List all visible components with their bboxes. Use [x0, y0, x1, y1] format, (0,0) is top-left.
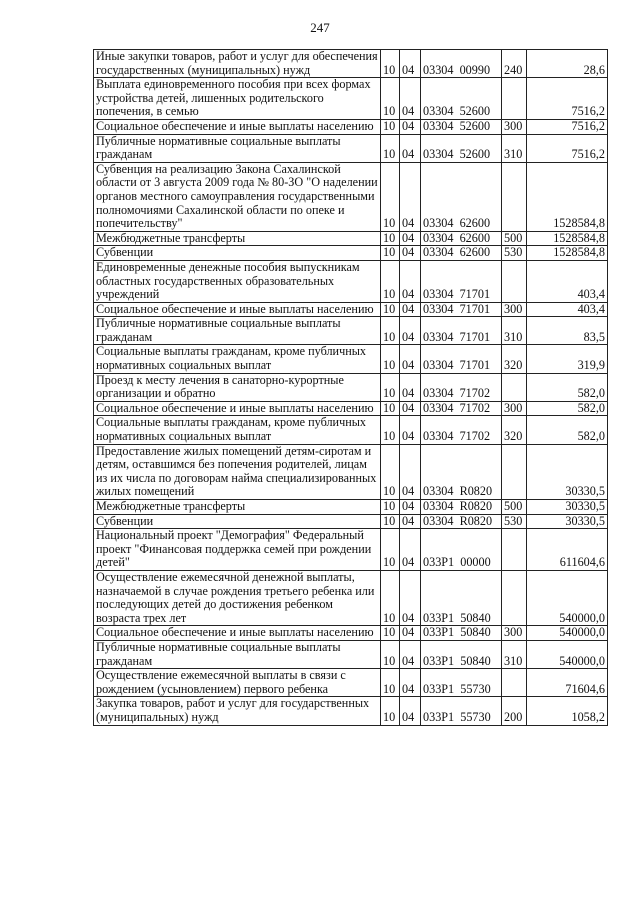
row-amount: 403,4	[527, 260, 608, 302]
row-target-article: 03304 71701	[421, 317, 502, 345]
row-name: Единовременные денежные пособия выпускникам областных государственных образовательных учреждений	[94, 260, 381, 302]
row-name: Социальное обеспечение и иные выплаты населению	[94, 119, 381, 134]
row-amount: 319,9	[527, 345, 608, 373]
row-section-code: 10	[381, 570, 400, 625]
table-row	[94, 416, 608, 444]
row-section-code: 10	[381, 640, 400, 668]
table-row	[94, 302, 608, 317]
row-target-article: 03304 00990	[421, 50, 502, 78]
row-name: Выплата единовременного пособия при всех формах устройства детей, лишенных родительского попечения, в семью	[94, 78, 381, 120]
row-amount: 611604,6	[527, 529, 608, 571]
budget-table-body	[94, 50, 608, 726]
row-target-article: 03304 71702	[421, 373, 502, 401]
row-subsection-code: 04	[400, 78, 421, 120]
row-expense-type: 310	[502, 317, 527, 345]
row-amount: 582,0	[527, 401, 608, 416]
row-subsection-code: 04	[400, 345, 421, 373]
row-amount: 540000,0	[527, 640, 608, 668]
row-name: Закупка товаров, работ и услуг для государственных (муниципальных) нужд	[94, 697, 381, 725]
row-expense-type: 200	[502, 697, 527, 725]
row-section-code: 10	[381, 162, 400, 231]
row-expense-type	[502, 260, 527, 302]
row-amount: 30330,5	[527, 444, 608, 499]
row-target-article: 03304 62600	[421, 162, 502, 231]
table-row	[94, 119, 608, 134]
row-target-article: 03304 71702	[421, 416, 502, 444]
row-section-code: 10	[381, 669, 400, 697]
table-row	[94, 246, 608, 261]
row-expense-type	[502, 669, 527, 697]
table-row	[94, 697, 608, 725]
table-row	[94, 529, 608, 571]
row-name: Субвенции	[94, 514, 381, 529]
row-name: Социальные выплаты гражданам, кроме публичных нормативных социальных выплат	[94, 345, 381, 373]
row-subsection-code: 04	[400, 669, 421, 697]
row-subsection-code: 04	[400, 302, 421, 317]
row-subsection-code: 04	[400, 246, 421, 261]
row-subsection-code: 04	[400, 50, 421, 78]
row-amount: 1058,2	[527, 697, 608, 725]
row-section-code: 10	[381, 697, 400, 725]
table-row	[94, 570, 608, 625]
row-subsection-code: 04	[400, 401, 421, 416]
table-row	[94, 500, 608, 515]
row-section-code: 10	[381, 50, 400, 78]
row-subsection-code: 04	[400, 640, 421, 668]
row-subsection-code: 04	[400, 444, 421, 499]
row-target-article: 03304 71701	[421, 260, 502, 302]
row-section-code: 10	[381, 401, 400, 416]
row-section-code: 10	[381, 626, 400, 641]
row-name: Межбюджетные трансферты	[94, 231, 381, 246]
row-amount: 540000,0	[527, 570, 608, 625]
row-name: Межбюджетные трансферты	[94, 500, 381, 515]
row-expense-type	[502, 373, 527, 401]
row-section-code: 10	[381, 416, 400, 444]
row-section-code: 10	[381, 514, 400, 529]
row-name: Публичные нормативные социальные выплаты гражданам	[94, 134, 381, 162]
budget-table	[93, 49, 608, 726]
row-target-article: 03304 R0820	[421, 444, 502, 499]
table-row	[94, 626, 608, 641]
row-expense-type: 300	[502, 119, 527, 134]
row-expense-type: 500	[502, 231, 527, 246]
row-subsection-code: 04	[400, 697, 421, 725]
row-expense-type: 310	[502, 640, 527, 668]
row-amount: 30330,5	[527, 500, 608, 515]
row-name: Субвенция на реализацию Закона Сахалинской области от 3 августа 2009 года № 80-ЗО "О наделении органов местного самоуправления государственными полномочиями Сахалинской области по опеке и попечительству"	[94, 162, 381, 231]
row-target-article: 033P1 50840	[421, 640, 502, 668]
row-name: Осуществление ежемесячной выплаты в связи с рождением (усыновлением) первого ребенка	[94, 669, 381, 697]
row-expense-type	[502, 78, 527, 120]
row-target-article: 033P1 55730	[421, 697, 502, 725]
table-row	[94, 514, 608, 529]
row-subsection-code: 04	[400, 514, 421, 529]
row-expense-type	[502, 529, 527, 571]
row-target-article: 03304 R0820	[421, 514, 502, 529]
row-section-code: 10	[381, 500, 400, 515]
row-subsection-code: 04	[400, 626, 421, 641]
row-target-article: 03304 71701	[421, 345, 502, 373]
table-row	[94, 640, 608, 668]
row-section-code: 10	[381, 529, 400, 571]
row-section-code: 10	[381, 373, 400, 401]
row-amount: 83,5	[527, 317, 608, 345]
row-subsection-code: 04	[400, 134, 421, 162]
row-name: Национальный проект "Демография" Федеральный проект "Финансовая поддержка семей при рождении детей"	[94, 529, 381, 571]
row-target-article: 033P1 00000	[421, 529, 502, 571]
row-amount: 28,6	[527, 50, 608, 78]
row-name: Социальное обеспечение и иные выплаты населению	[94, 401, 381, 416]
row-amount: 7516,2	[527, 78, 608, 120]
row-amount: 71604,6	[527, 669, 608, 697]
row-subsection-code: 04	[400, 260, 421, 302]
row-section-code: 10	[381, 246, 400, 261]
row-target-article: 03304 71701	[421, 302, 502, 317]
row-section-code: 10	[381, 317, 400, 345]
row-expense-type	[502, 162, 527, 231]
row-expense-type: 240	[502, 50, 527, 78]
row-name: Социальное обеспечение и иные выплаты населению	[94, 302, 381, 317]
row-section-code: 10	[381, 345, 400, 373]
row-amount: 1528584,8	[527, 231, 608, 246]
row-name: Иные закупки товаров, работ и услуг для обеспечения государственных (муниципальных) нужд	[94, 50, 381, 78]
row-target-article: 03304 62600	[421, 246, 502, 261]
row-target-article: 033P1 50840	[421, 570, 502, 625]
row-name: Социальные выплаты гражданам, кроме публичных нормативных социальных выплат	[94, 416, 381, 444]
row-target-article: 03304 52600	[421, 119, 502, 134]
row-name: Публичные нормативные социальные выплаты гражданам	[94, 640, 381, 668]
row-target-article: 03304 52600	[421, 134, 502, 162]
row-amount: 540000,0	[527, 626, 608, 641]
row-expense-type: 300	[502, 302, 527, 317]
row-expense-type: 310	[502, 134, 527, 162]
row-amount: 30330,5	[527, 514, 608, 529]
row-subsection-code: 04	[400, 416, 421, 444]
row-amount: 7516,2	[527, 119, 608, 134]
table-row	[94, 345, 608, 373]
table-row	[94, 373, 608, 401]
table-row	[94, 444, 608, 499]
row-section-code: 10	[381, 119, 400, 134]
row-section-code: 10	[381, 78, 400, 120]
row-target-article: 03304 71702	[421, 401, 502, 416]
row-expense-type: 320	[502, 416, 527, 444]
page-number: 247	[310, 20, 330, 35]
row-amount: 7516,2	[527, 134, 608, 162]
table-row	[94, 78, 608, 120]
table-row	[94, 669, 608, 697]
row-target-article: 03304 62600	[421, 231, 502, 246]
row-target-article: 033P1 55730	[421, 669, 502, 697]
row-expense-type: 500	[502, 500, 527, 515]
row-amount: 582,0	[527, 373, 608, 401]
row-subsection-code: 04	[400, 529, 421, 571]
row-section-code: 10	[381, 231, 400, 246]
row-expense-type	[502, 444, 527, 499]
row-amount: 1528584,8	[527, 246, 608, 261]
table-row	[94, 401, 608, 416]
row-subsection-code: 04	[400, 162, 421, 231]
row-target-article: 03304 52600	[421, 78, 502, 120]
table-row	[94, 162, 608, 231]
row-expense-type	[502, 570, 527, 625]
row-section-code: 10	[381, 302, 400, 317]
row-amount: 1528584,8	[527, 162, 608, 231]
row-name: Проезд к месту лечения в санаторно-курортные организации и обратно	[94, 373, 381, 401]
table-row	[94, 260, 608, 302]
row-section-code: 10	[381, 134, 400, 162]
row-section-code: 10	[381, 260, 400, 302]
row-subsection-code: 04	[400, 119, 421, 134]
row-name: Предоставление жилых помещений детям-сиротам и детям, оставшимся без попечения родителей, лицам из их числа по договорам найма специализированных жилых помещений	[94, 444, 381, 499]
row-expense-type: 300	[502, 626, 527, 641]
row-name: Публичные нормативные социальные выплаты гражданам	[94, 317, 381, 345]
row-target-article: 033P1 50840	[421, 626, 502, 641]
row-expense-type: 530	[502, 514, 527, 529]
row-name: Осуществление ежемесячной денежной выплаты, назначаемой в случае рождения третьего ребенка или последующих детей до достижения ребенком возраста трех лет	[94, 570, 381, 625]
row-expense-type: 320	[502, 345, 527, 373]
row-name: Социальное обеспечение и иные выплаты населению	[94, 626, 381, 641]
row-section-code: 10	[381, 444, 400, 499]
row-expense-type: 300	[502, 401, 527, 416]
row-amount: 403,4	[527, 302, 608, 317]
table-row	[94, 231, 608, 246]
row-subsection-code: 04	[400, 373, 421, 401]
row-expense-type: 530	[502, 246, 527, 261]
table-row	[94, 50, 608, 78]
table-row	[94, 317, 608, 345]
row-subsection-code: 04	[400, 231, 421, 246]
table-row	[94, 134, 608, 162]
row-subsection-code: 04	[400, 570, 421, 625]
row-subsection-code: 04	[400, 500, 421, 515]
row-target-article: 03304 R0820	[421, 500, 502, 515]
row-amount: 582,0	[527, 416, 608, 444]
row-name: Субвенции	[94, 246, 381, 261]
row-subsection-code: 04	[400, 317, 421, 345]
